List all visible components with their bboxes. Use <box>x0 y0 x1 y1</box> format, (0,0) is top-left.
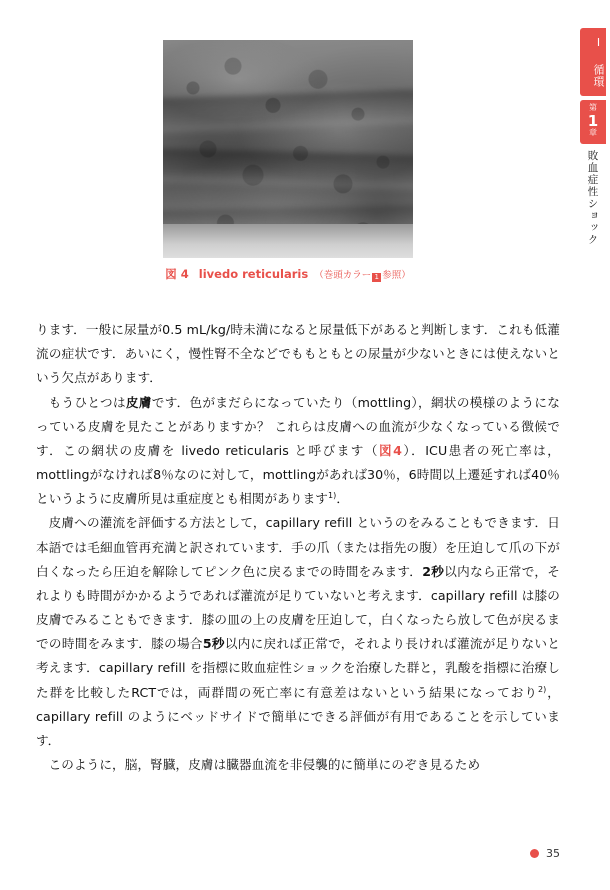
paragraph-2: もうひとつは皮膚です．色がまだらになっていたり（mottling），網状の模様のようになっている皮膚を見たことがありますか？ これらは皮膚への血流が少なくなっている徴候です．この網状の皮膚を livedo reticularis と呼びます（図4）．ICU患者の死亡率は，mottlingがなければ8％なのに対して，mottlingがあれば30％，6時間以上遷延すれば40％というように皮膚所見は重症度とも相関があります$^{1)}$． <box>36 394 561 507</box>
figure-title: livedo reticularis <box>198 267 309 281</box>
footer-dot-icon <box>530 849 539 858</box>
chapter-tab-label: 第 <box>589 103 597 112</box>
body-text <box>36 318 560 777</box>
chapter-title-vertical: 敗血症性ショック <box>586 150 599 247</box>
chapter-tab-number: 1 <box>587 111 599 130</box>
figure-caption <box>165 266 410 282</box>
paragraph-1: ります．一般に尿量が0.5 mL/kg/時未満になると尿量低下があると判断します．これも低灌流の症状です．あいにく，慢性腎不全などでももともとの尿量が少ないときには使えないという欠点があります． <box>36 322 560 386</box>
figure-block <box>0 40 576 282</box>
paragraph-3: 皮膚への灌流を評価する方法として，capillary refill というのをみることもできます．日本語では毛細血管再充満と訳されています．手の爪（または指先の腹）を圧迫して爪の下が白くなったら圧迫を解除してピンク色に戻るまでの時間をみます．2秒以内なら正常で，それよりも時間がかかるようであれば灌流が足りていないと考えます．capillary refill は膝の皮膚でみることもできます．膝の皿の上の皮膚を圧迫して，白くなったら放して色が戻るまでの時間をみます．膝の場合5秒以内に戻れば正常で，それより長ければ灌流が足りないと考えます．capillary refill を指標に敗血症性ショックを治療した群と，乳酸を指標に治療した群を比較したRCTでは，両群間の死亡率に有意差はないという結果になっており$^{2)}$，capillary refill のようにベッドサイドで簡単にできる評価が有用であることを示しています． <box>36 515 561 748</box>
paragraph-4: このように，脳，腎臓，皮膚は臓器血流を非侵襲的に簡単にのぞき見るため <box>48 757 481 773</box>
figure-image <box>163 40 413 258</box>
figure-label: 図 4 <box>165 267 189 281</box>
chapter-tab-suffix: 章 <box>589 128 597 138</box>
figure-note-prefix: （巻頭カラー <box>314 270 372 281</box>
figure-image-sheet <box>163 224 413 258</box>
page-number: 35 <box>546 847 560 860</box>
figure-image-fold <box>163 148 413 190</box>
color-plate-marker: 1 <box>372 273 381 282</box>
page-footer <box>530 847 560 860</box>
side-tab-group <box>576 28 610 246</box>
figure-note-suffix: 参照） <box>382 270 411 281</box>
chapter-tab <box>580 100 606 144</box>
section-tab: I 循環 <box>580 28 606 96</box>
figure-note <box>314 267 411 282</box>
